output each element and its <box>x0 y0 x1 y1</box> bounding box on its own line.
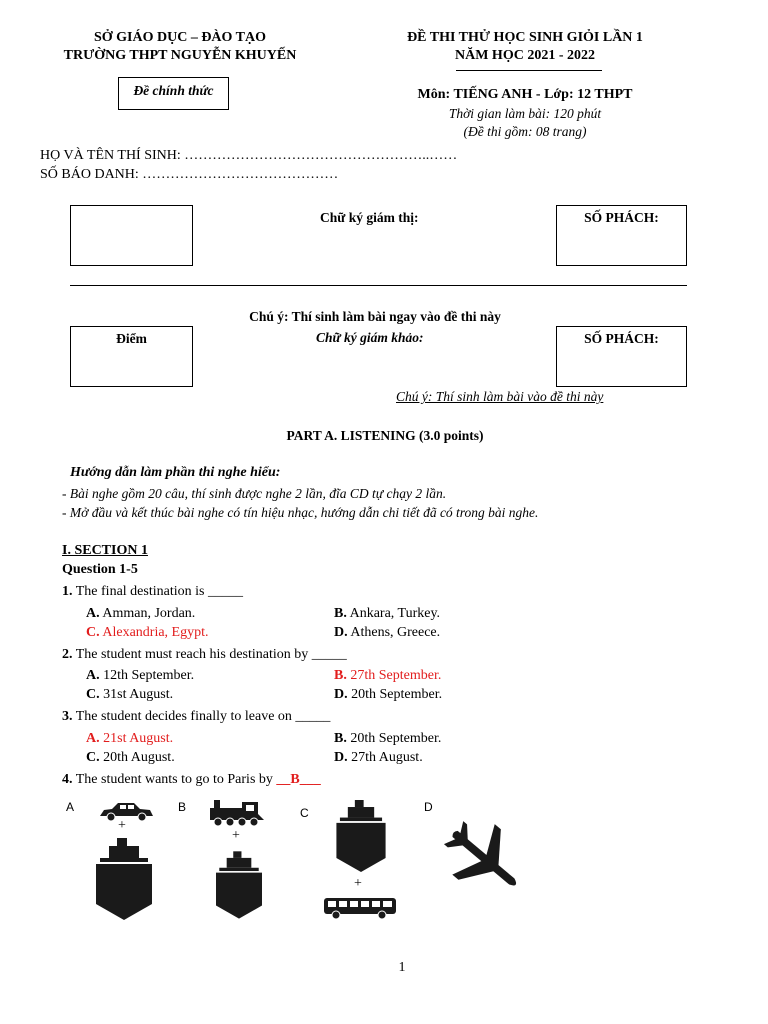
q3-option-d: D. 27th August. <box>334 750 423 765</box>
image-label-a: A <box>66 800 75 814</box>
candidate-name-field: HỌ VÀ TÊN THÍ SINH: ……………………………………………..…… <box>40 148 458 163</box>
score-box-top <box>70 205 193 266</box>
header-underline <box>456 70 602 71</box>
ship-icon-b <box>216 850 262 920</box>
image-label-b: B <box>178 800 187 814</box>
subject-line: Môn: TIẾNG ANH - Lớp: 12 THPT <box>417 87 633 102</box>
score-label: Điểm <box>116 331 147 346</box>
school-name: TRƯỜNG THPT NGUYỄN KHUYẾN <box>63 48 297 63</box>
answer-here-note: Chú ý: Thí sinh làm bài ngay vào đề thi này <box>249 309 501 324</box>
official-badge <box>118 77 229 110</box>
question-number: 1. <box>62 584 73 599</box>
instructions-title: Hướng dẫn làm phần thi nghe hiểu: <box>70 465 281 480</box>
question-4: 4. The student wants to go to Paris by __B___ <box>62 772 321 787</box>
q1-option-b: B. Ankara, Turkey. <box>334 606 441 621</box>
question-range: Question 1-5 <box>62 562 138 577</box>
q2-option-d: D. 20th September. <box>334 687 443 702</box>
dept-title: SỞ GIÁO DỤC – ĐÀO TẠO <box>93 30 267 45</box>
plus-sign-c: + <box>354 876 362 891</box>
school-year: NĂM HỌC 2021 - 2022 <box>455 48 595 63</box>
q3-option-b: B. 20th September. <box>334 731 442 746</box>
q2-option-a: A. 12th September. <box>86 668 195 683</box>
q3-option-a-answer: A. 21st August. <box>86 731 174 746</box>
question-1 <box>62 584 243 600</box>
pages-line: (Đề thi gồm: 08 trang) <box>463 124 587 139</box>
duration-line: Thời gian làm bài: 120 phút <box>448 106 602 121</box>
code-box-top <box>556 205 687 266</box>
code-label-bottom: SỐ PHÁCH: <box>584 331 659 346</box>
official-label: Đề chính thức <box>133 83 214 98</box>
examiner-signature-label: Chữ ký giám khảo: <box>316 330 424 345</box>
question-2: 2. The student must reach his destination by _____ <box>62 647 347 662</box>
exam-title: ĐỀ THI THỬ HỌC SINH GIỎI LẦN 1 <box>407 30 643 45</box>
plus-sign-a: + <box>118 818 126 833</box>
q1-option-c-answer: C. Alexandria, Egypt. <box>86 625 209 640</box>
instructions-line-1: - Bài nghe gồm 20 câu, thí sinh được nghe 2 lần, đĩa CD tự chạy 2 lần. <box>62 486 447 501</box>
answer-note-italic: Chú ý: Thí sinh làm bài vào đề thi này <box>396 389 604 404</box>
ship-icon-c <box>336 800 386 872</box>
image-label-d: D <box>424 800 433 814</box>
q3-option-c: C. 20th August. <box>86 750 175 765</box>
bus-icon <box>322 896 398 920</box>
q2-option-b-answer: B. 27th September. <box>334 668 442 683</box>
page-number: 1 <box>398 960 406 975</box>
score-box <box>70 326 193 387</box>
part-title: PART A. LISTENING (3.0 points) <box>286 428 484 443</box>
question-3: 3. The student decides finally to leave on _____ <box>62 709 331 724</box>
proctor-signature-label: Chữ ký giám thị: <box>320 210 419 225</box>
image-label-c: C <box>300 806 309 820</box>
code-box-bottom <box>556 326 687 387</box>
divider-line <box>70 285 687 286</box>
section-title: I. SECTION 1 <box>62 543 148 558</box>
question-text: The final destination is _____ <box>75 584 243 599</box>
q2-option-c: C. 31st August. <box>86 687 174 702</box>
code-label-top: SỐ PHÁCH: <box>584 210 659 225</box>
q1-option-a: A. Amman, Jordan. <box>86 606 196 621</box>
instructions-line-2: - Mở đầu và kết thúc bài nghe có tín hiệu nhạc, hướng dẫn chi tiết đã có trong bài nghe. <box>62 505 539 520</box>
airplane-icon <box>440 822 530 896</box>
q1-option-d: D. Athens, Greece. <box>334 625 441 640</box>
train-icon <box>208 800 264 828</box>
candidate-id-field: SỐ BÁO DANH: …………………………………… <box>40 167 339 182</box>
car-icon <box>96 800 156 824</box>
ship-icon-a <box>96 838 152 920</box>
plus-sign-b: + <box>232 828 240 843</box>
q4-answer: __B___ <box>276 772 321 787</box>
